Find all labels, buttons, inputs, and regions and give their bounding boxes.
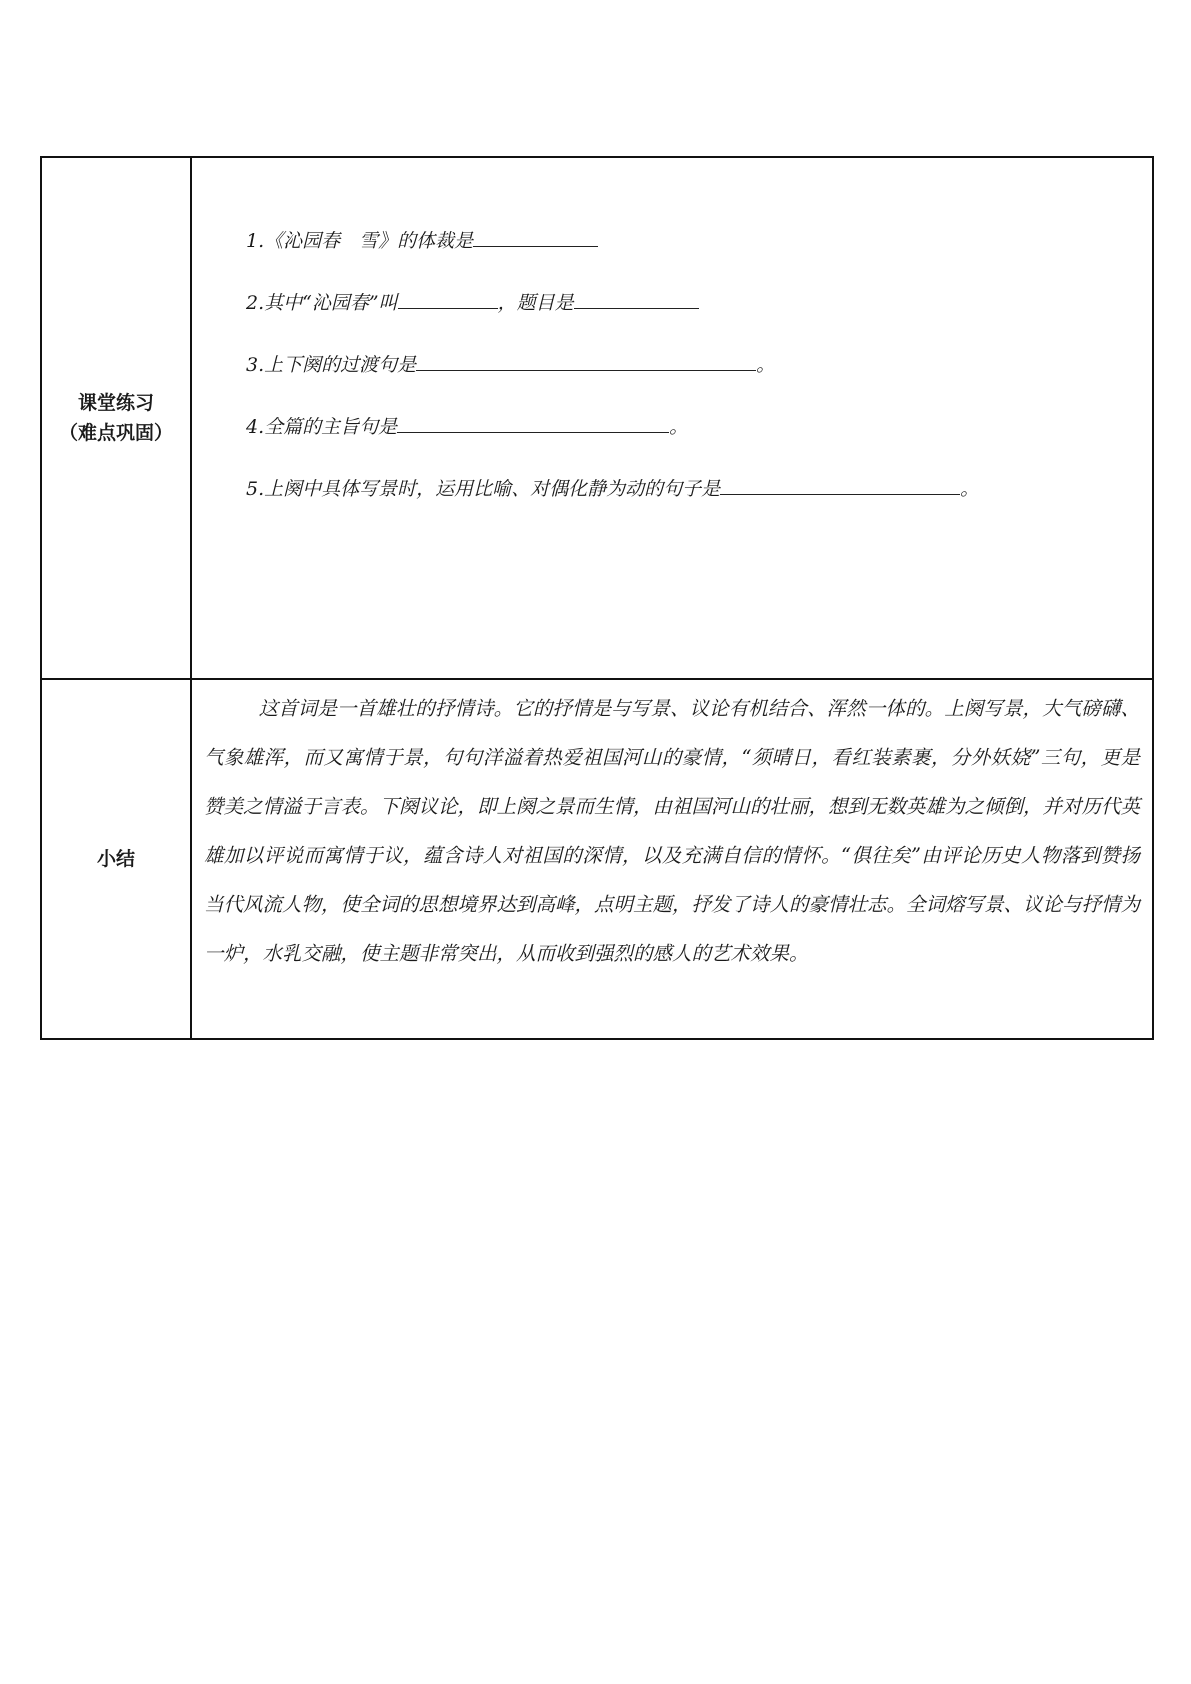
summary-label: 小结 xyxy=(96,848,135,870)
exercise-item-tail: 。 xyxy=(756,354,776,376)
exercise-item-text: 3.上下阕的过渡句是 xyxy=(246,354,417,376)
summary-row xyxy=(41,679,1153,1039)
exercise-item-3 xyxy=(246,352,1152,414)
exercise-item-tail: 。 xyxy=(669,416,689,438)
exercise-item-tail: 。 xyxy=(960,478,980,500)
exercise-item-text: 2.其中“沁园春”叫 xyxy=(246,292,398,314)
exercise-sublabel: （难点巩固） xyxy=(58,422,173,444)
answer-blank[interactable] xyxy=(398,290,498,309)
exercise-label: 课堂练习 xyxy=(77,392,154,414)
summary-content-cell xyxy=(191,679,1153,1039)
exercise-item-text: 5.上阕中具体写景时，运用比喻、对偶化静为动的句子是 xyxy=(246,478,721,500)
exercise-label-cell xyxy=(41,157,191,679)
exercise-item-2 xyxy=(246,290,1152,352)
answer-blank[interactable] xyxy=(416,352,756,371)
exercise-item-5 xyxy=(246,476,1152,538)
summary-paragraph: 这首词是一首雄壮的抒情诗。它的抒情是与写景、议论有机结合、浑然一体的。上阕写景，大气磅礴、气象雄浑，而又寓情于景，句句洋溢着热爱祖国河山的豪情，“须晴日，看红装素裹，分外妖娆”三句，更是赞美之情溢于言表。下阕议论，即上阕之景而生情，由祖国河山的壮丽，想到无数英雄为之倾倒，并对历代英雄加以评说而寓情于议，蕴含诗人对祖国的深情，以及充满自信的情怀。“俱往矣”由评论历史人物落到赞扬当代风流人物，使全词的思想境界达到高峰，点明主题，抒发了诗人的豪情壮志。全词熔写景、议论与抒情为一炉，水乳交融，使主题非常突出，从而收到强烈的感人的艺术效果。 xyxy=(204,697,1141,965)
exercise-row xyxy=(41,157,1153,679)
answer-blank[interactable] xyxy=(397,414,669,433)
exercise-item-1 xyxy=(246,228,1152,290)
lesson-table xyxy=(40,156,1154,1040)
exercise-content-cell xyxy=(191,157,1153,679)
summary-label-cell xyxy=(41,679,191,1039)
answer-blank[interactable] xyxy=(574,290,699,309)
exercise-item-middle: ，题目是 xyxy=(497,292,574,314)
exercise-item-text: 4.全篇的主旨句是 xyxy=(246,416,398,438)
exercise-item-text: 1.《沁园春 雪》的体裁是 xyxy=(246,230,474,252)
answer-blank[interactable] xyxy=(473,228,598,247)
exercise-item-4 xyxy=(246,414,1152,476)
answer-blank[interactable] xyxy=(720,476,960,495)
